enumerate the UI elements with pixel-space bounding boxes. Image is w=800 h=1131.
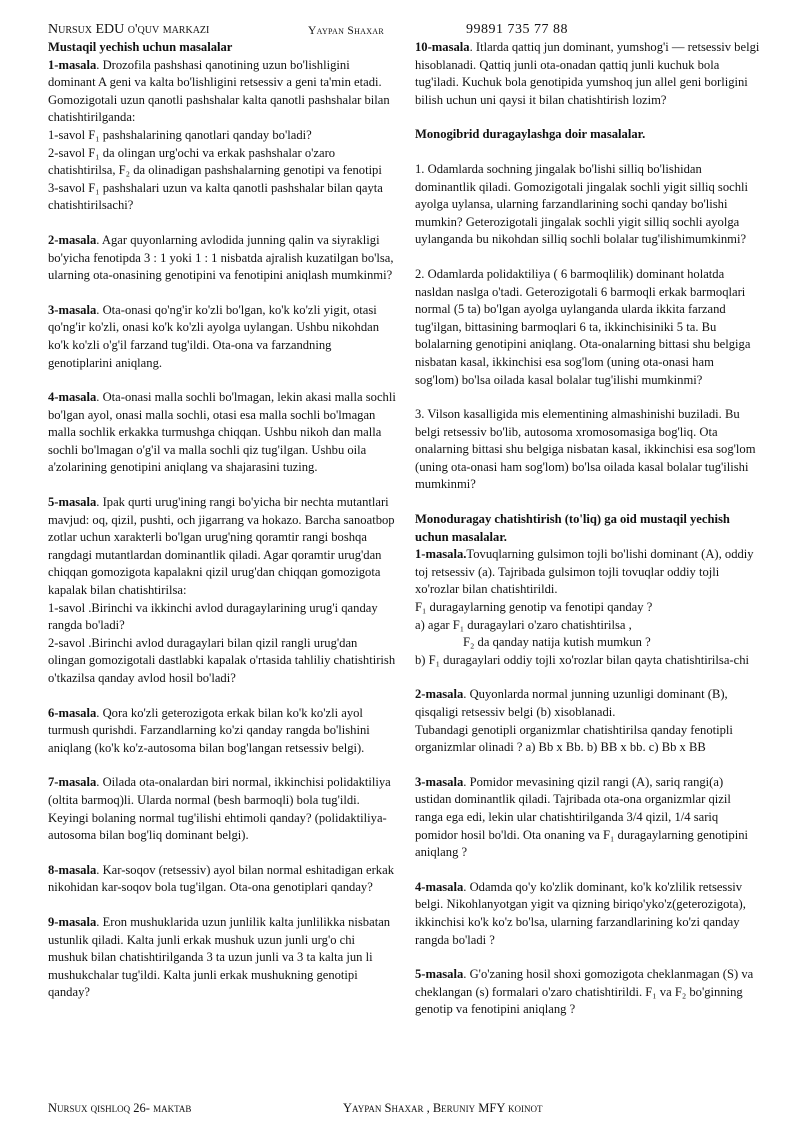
right-column — [415, 39, 760, 1087]
mono-problem-5 — [415, 966, 760, 1019]
problem-6-text: . Qora ko'zli geterozigota erkak bilan ko'k ko'zli ayol turmush qurishdi. Farzandlarning ko'zi qanday rangda bo'lishini aniqlang (ko'k ko'z-autosoma bilan bog'langan retsessiv belgi). — [48, 705, 370, 755]
problem-10-title: 10-masala — [415, 40, 470, 54]
problem-1-question-2: 2-savol F₁ da olingan urg'ochi va erkak pashshalar o'zaro chatishtirilsa, F₂ da olinadigan pashshalarning genotipi va fenotipi — [48, 145, 382, 178]
header-author: Yaypan Shaxar — [308, 25, 385, 37]
problem-7 — [48, 774, 398, 844]
problem-4-title: 4-masala — [48, 390, 97, 405]
problem-5-title: 5-masala — [48, 495, 97, 510]
left-column — [48, 39, 398, 1087]
mono-problem-1-line-5: b) F₁ duragaylari oddiy tojli xo'rozlar bilan qayta chatishtirilsa-chi — [415, 652, 750, 667]
problem-5 — [48, 494, 398, 600]
mono-problem-5-text: . G'o'zaning hosil shoxi gomozigota cheklanmagan (S) va cheklangan (s) formalari o'zaro chatishtirildi. F₁ va F₂ bo'ginning genotip va fenotipini aniqlang ? — [415, 967, 754, 1017]
mono-problem-2-line-2: Tubandagi genotipli organizmlar chatishtirilsa qanday fenotipli organizmlar olinadi ? a) Bb x Bb. b) BB x bb. c) Bb x BB — [415, 722, 733, 755]
problem-3-text: . Ota-onasi qo'ng'ir ko'zli bo'lgan, ko'k ko'zli yigit, otasi qo'ng'ir ko'zli, onasi ko'k ko'zli ayolga uylangan. Ushbu nikohdan ko'k ko'zli o'g'il farzand tug'ildi. Ota-ona va farzandning genotiplarini aniqlang. — [48, 302, 380, 370]
problem-5-question-1: 1-savol .Birinchi va ikkinchi avlod duragaylarining urug'i qanday rangda bo'ladi? — [48, 600, 378, 633]
mono-problem-3-text: . Pomidor mevasining qizil rangi (A), sariq rangi(a) ustidan dominantlik qiladi. Tajribada ota-ona organizmlar qizil ranga ega edi, lekin ular chatishtirilganda 3/4 qizil, 1/4 sariq pomidor hosil bo'ldi. Ota onaning va F₁ duragaylarning genotipini aniqlang ? — [415, 774, 749, 860]
mono-problem-1-line-3: a) agar F₁ duragaylari o'zaro chatishtirilsa , — [415, 617, 632, 632]
problem-1-text: . Drozofila pashshasi qanotining uzun bo'lishligini dominant A geni va kalta bo'lishligini retsessiv a geni ta'min etadi. Gomozigotali uzun qanotli pashshalar kalta qanotli pashshalar bilan chatishtirilganda: — [48, 57, 390, 125]
footer-school: Nursux qishloq 26- maktab — [48, 1101, 192, 1115]
problem-4 — [48, 389, 398, 477]
page-header — [48, 21, 768, 41]
header-org: Nursux EDU o'quv markazi — [48, 22, 210, 37]
problem-2-text: . Agar quyonlarning avlodida junning qalin va siyrakligi bo'yicha fenotipda 3 : 1 yoki 1 : 1 nisbatda ajralish kuzatilgan bo'lsa, ularning ota-onasining genotipini va fenotipini aniqlash mumkinmi? — [48, 232, 394, 283]
monogibrid-problem-3: 3. Vilson kasalligida mis elementining almashinishi buziladi. Bu belgi retsessiv bo'lib, autosoma xromosomasiga bog'liq. Ota onalarning bittasi shu belgiga nisbatan kasal, ikkinchisi esa sog'lom (uning ota-onasi ham sog'lom) bo'lsa oilada kasal bolalar tug'ilishi mumkinmi? — [415, 407, 756, 492]
problem-8-title: 8-masala — [48, 862, 97, 877]
problem-4-text: . Ota-onasi malla sochli bo'lmagan, lekin akasi malla sochli bo'lgan ayol, onasi malla sochli, otasi esa malla sochli bo'lmagan malla sochlik erkakka turmushga chiqqan. Ushbu nikoh dan malla sochli bo'lmagan o'g'il va malla sochli qiz tug'ilgan. Ushbu oila a'zolarining genotipini aniqlang va shajarasini tuzing. — [48, 390, 396, 475]
mono-problem-4-title: 4-masala — [415, 879, 464, 894]
problem-1 — [48, 57, 398, 127]
problem-1-question-1: 1-savol F₁ pashshalarining qanotlari qanday bo'ladi? — [48, 127, 312, 142]
problem-7-title: 7-masala — [48, 775, 97, 790]
mono-problem-4-text: . Odamda qo'y ko'zlik dominant, ko'k ko'zlilik retsessiv belgi. Nikohlanyotgan yigit va qizning biriqo'yko'z(geterozigota), ikkinchisi ko'k ko'z bo'lsa, ularning farzandlarining ko'zi qanday rangda bo'ladi ? — [415, 879, 746, 947]
problem-1-title: 1-masala — [48, 57, 97, 72]
problem-10 — [415, 39, 760, 109]
problem-5-text: . Ipak qurti urug'ining rangi bo'yicha bir nechta mutantlari mavjud: oq, qizil, pushti, och jigarrang va hokazo. Barcha sanoatbop zotlar uchun xarakterli bo'lgan urug'ning qoramtir rangi boshqa rangdagi mutantlardan dominantlik qiladi. Agar qoramtir urug'dan chiqqan gomozigota kapalakni qizil urug'dan chiqqan gomozigota kapalak bilan chatishtirilsa: — [48, 495, 395, 598]
mono-problem-2-text: . Quyonlarda normal junning uzunligi dominant (B), qisqaligi retsessiv belgi (b) xisoblanadi. — [415, 687, 728, 719]
section-title: Mustaqil yechish uchun masalalar — [48, 40, 233, 54]
mono-problem-3 — [415, 774, 760, 862]
mono-problem-4 — [415, 879, 760, 949]
problem-9-text: . Eron mushuklarida uzun junlilik kalta junlilikka nisbatan ustunlik qiladi. Kalta junli erkak mushuk uzun junli urg'o chi mushuk bilan chatishtirilganda 3 ta uzun junli va 3 ta kalta jun li mushukchalar tug'ildi. Kalta junli erkak mushukning genotipi qanday? — [48, 914, 391, 1000]
footer-address: Yaypan Shaxar , Beruniy MFY koinot — [343, 1101, 543, 1115]
problem-7-text: . Oilada ota-onalardan biri normal, ikkinchisi polidaktiliya (oltita barmoq)li. Ularda normal (besh barmoqli) bola tug'ildi. Keyingi bolaning normal tug'ilishi ehtimoli qanday? (polidaktiliya-autosoma bilan bog'liq dominant belgi). — [48, 775, 391, 843]
header-phone: 99891 735 77 88 — [466, 22, 568, 37]
problem-9-title: 9-masala — [48, 914, 97, 929]
problem-8 — [48, 862, 398, 897]
mono-problem-5-title: 5-masala — [415, 967, 464, 982]
problem-5-question-2: 2-savol .Birinchi avlod duragaylari bilan qizil rangli urug'dan olingan gomozigotali dastlabki kapalak o'rtasida tahliliy chatishtirish o'tkazilsa qanday avlod hosil bo'ladi? — [48, 635, 396, 685]
monogibrid-section-title: Monogibrid duragaylashga doir masalalar. — [415, 127, 646, 142]
problem-2 — [48, 232, 398, 285]
problem-10-text: . Itlarda qattiq jun dominant, yumshog'i — retsessiv belgi hisoblanadi. Qattiq junli ota-onadan qattiq junli kuchuk bola tug'iladi. Kuchuk bola genotipida yumshoq jun allel geni borligini bilish uchun uni qaysi it bilan chatishtirish lozim? — [415, 40, 760, 107]
problem-2-title: 2-masala — [48, 232, 97, 247]
mono-problem-1-line-4: F₂ da qanday natija kutish mumkun ? — [463, 635, 651, 650]
mono-problem-3-title: 3-masala — [415, 774, 464, 789]
mono-problem-2 — [415, 686, 760, 721]
problem-8-text: . Kar-soqov (retsessiv) ayol bilan normal eshitadigan erkak nikohidan kar-soqov bola tug'ilgan. Ota-ona genotiplari qanday? — [48, 862, 394, 895]
problem-1-question-3: 3-savol F₁ pashshalari uzun va kalta qanotli pashshalar bilan qayta chatishtirilsachi? — [48, 180, 383, 213]
problem-3-title: 3-masala — [48, 302, 97, 317]
problem-6-title: 6-masala — [48, 705, 97, 720]
monogibrid-problem-1: 1. Odamlarda sochning jingalak bo'lishi silliq bo'lishidan dominantlik qiladi. Gomozigotali jingalak sochli yigit silliq sochli ayolga uylansa, ularning farzandlarining sochi qanday bo'lishi mumkin? Geterozigotali jingalak sochli yigit silliq sochli ayolga uylanganda bu nikohdan silliq sochli bolalar tug'ilishimumkinmi? — [415, 161, 749, 247]
monogibrid-problem-2: 2. Odamlarda polidaktiliya ( 6 barmoqlilik) dominant holatda nasldan naslga o'tadi. Geterozigotali 6 barmoqli erkak barmoqlari normal (5 ta) bo'lgan ayolga uylanganda ularda ikkita farzand tug'ilgan, bittasining barmoqlari 6 ta, ikkinchisiniki 5 ta. Bu bolalarning genotipini aniqlang. Ota-onalarning bittasi shu belgiga nisbatan kasal, ikkinchisi esa sog'lom (uning ota-onasi ham sog'lom) bo'lsa oilada kasal bolalar tug'ilishi mumkinmi? — [415, 266, 751, 387]
mono-problem-1-line-2: F₁ duragaylarning genotip va fenotipi qanday ? — [415, 600, 653, 615]
mono-problem-2-title: 2-masala — [415, 687, 464, 702]
mono-problem-1-text: Tovuqlarning gulsimon tojli bo'lishi dominant (A), oddiy toj retsessiv (a). Tajribada gulsimon tojli tovuqlar oddiy tojli xo'rozlar bilan chatishtirildi. — [415, 547, 754, 597]
mono-problem-1 — [415, 546, 760, 599]
monoduragay-section-title: Monoduragay chatishtirish (to'liq) ga oid mustaqil yechish uchun masalalar. — [415, 512, 730, 544]
problem-6 — [48, 705, 398, 758]
problem-9 — [48, 914, 398, 1002]
problem-3 — [48, 302, 398, 372]
mono-problem-1-title: 1-masala. — [415, 547, 467, 562]
